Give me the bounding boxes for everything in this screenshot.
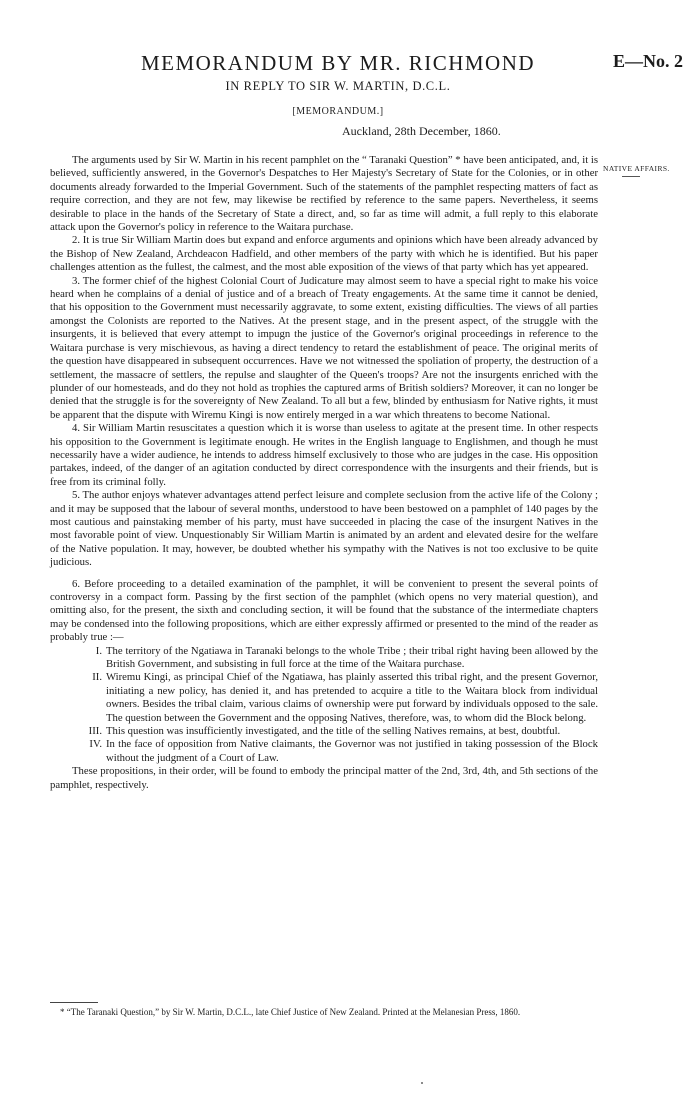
footnote [50,1006,598,1018]
paragraph-5: 5. The author enjoys whatever advantages attend perfect leisure and complete seclusion from the active life of the Colony ; and it may be supposed that the labour of several months, understood to have been bestowed on a pamphlet of 140 pages by the most cautious and painstaking member of his party, must have succeeded in placing the case of the insurgent Natives in the most favorable point of view. Unquestionably Sir William Martin is animated by an ardent and elevated desire for the welfare of the Native population. It may, however, be doubted whether his sympathy with the Natives is not too exclusive to be quite judicious. [50,489,598,569]
proposition-number: II. [92,671,102,684]
paragraph-3: 3. The former chief of the highest Colonial Court of Judicature may almost seem to have a special right to make his voice heard when he complains of a denial of justice and of a breach of Treaty engagements. At the same time it cannot be denied, that his opposition to the Government must necessarily aggravate, to some extent, existing difficulties. The views of all parties amongst the Colonists are reported to the Natives. At the present stage, and in the present aspect, of the struggle with the insurgents, it is believed that every attempt to impugn the justice of the Governor's original proceedings in reference to the Waitara purchase is very mischievous, as having a direct tendency to retard the establishment of peace. The original merits of the question have disappeared in subsequent occurrences. Have we not witnessed the spoliation of property, the destruction of a settlement, the massacre of settlers, the repulse and slaughter of the Queen's troops? Are not the insurgents enriched with the plunder of our homesteads, and do they not hold as trophies the captured arms of British soldiers? Moreover, it can no longer be denied that the struggle is for the sovereignty of New Zealand. To all but a few, blinded by enthusiasm for Native rights, it must be apparent that the dispute with Wiremu Kingi is now entirely merged in a war which threatens to become National. [50,274,598,421]
paragraph-4: 4. Sir William Martin resuscitates a question which it is worse than useless to agitate at the present time. In other respects his opposition to the Government is legitimate enough. He writes in the English language to Englishmen, and though he must necessarily have a wider audience, he intends to address himself exclusively to those who are judges in the case. His opposition partakes, indeed, of the danger of an agitation conducted by direct correspondence with the insurgents and their friends, but is free from its criminal folly. [50,422,598,488]
page-speck [421,1082,423,1084]
propositions-list [50,645,598,766]
margin-note-rule [622,176,640,177]
proposition-text: In the face of opposition from Native claimants, the Governor was not justified in taking possession of the Block without the judgment of a Court of Law. [106,738,598,764]
margin-note: NATIVE AFFAIRS. [603,164,670,173]
proposition-number: I. [95,644,102,657]
memorandum-label: [MEMORANDUM.] [292,106,384,117]
series-number: E—No. 2 [612,51,683,71]
dateline: Auckland, 28th December, 1860. [342,124,501,138]
proposition-item [50,725,598,738]
footnote-rule [50,1002,98,1003]
paragraph-6: 6. Before proceeding to a detailed examination of the pamphlet, it will be convenient to present the several points of controversy in a compact form. Passing by the first section of the pamphlet (which opens no very material question), and omitting also, for the present, the sixth and concluding section, it will be found that the substance of the intermediate chapters may be condensed into the following propositions, which are either expressly affirmed or presented to the mind of the reader as probably true :— [50,577,598,644]
closing-paragraph: These propositions, in their order, will be found to embody the principal matter of the 2nd, 3rd, 4th, and 5th sections of the pamphlet, respectively. [50,765,598,791]
proposition-item [50,738,598,765]
proposition-item [50,671,598,725]
proposition-item [50,645,598,672]
footnote-text: * “The Taranaki Question,” by Sir W. Martin, D.C.L., late Chief Justice of New Zealand. Printed at the Melanesian Press, 1860. [60,1007,521,1017]
proposition-text: The territory of the Ngatiawa in Taranaki belongs to the whole Tribe ; their tribal right having been allowed by the British Government, and subsisting in full force at the time of the Waitara purchase. [106,644,598,671]
document-title: MEMORANDUM BY MR. RICHMOND [140,51,536,75]
document-subtitle: IN REPLY TO SIR W. MARTIN, D.C.L. [225,79,451,93]
proposition-number: III. [88,725,102,738]
body-text [50,154,598,792]
paragraph-2: 2. It is true Sir William Martin does but expand and enforce arguments and opinions which have been already advanced by the Bishop of New Zealand, Archdeacon Hadfield, and other members of the party with which he is identified. But his paper challenges attention as the fullest, the calmest, and the most able exposition of the views of that party which has yet appeared. [50,234,598,274]
proposition-number: IV. [89,738,102,751]
proposition-text: Wiremu Kingi, as principal Chief of the Ngatiawa, has plainly asserted this tribal right, and the present Governor, initiating a new policy, has denied it, and has pretended to acquire a title to the Waitara block from individual owners. Besides the tribal claim, various claims of ownership were put forward by individuals opposed to the sale. The question between the Government and the opposing Natives, therefore, was, to whom did the Block belong. [106,671,598,724]
paragraph-1: The arguments used by Sir W. Martin in his recent pamphlet on the “ Taranaki Question” * have been anticipated, and, it is believed, sufficiently answered, in the Governor's Despatches to Her Majesty's Secretary of State for the Colonies, or in other documents already forwarded to the Imperial Government. Such of the statements of the pamphlet respecting matters of fact as require correction, and they are not few, may likewise be rectified by reference to the same papers. Nevertheless, it seems desirable to place in the hands of the Secretary of State a direct, and, so far as time will admit, a full reply to this elaborate attack upon the Governor's policy in reference to the Waitara purchase. [50,154,598,234]
proposition-text: This question was insufficiently investigated, and the title of the selling Natives remains, at best, doubtful. [106,725,561,738]
